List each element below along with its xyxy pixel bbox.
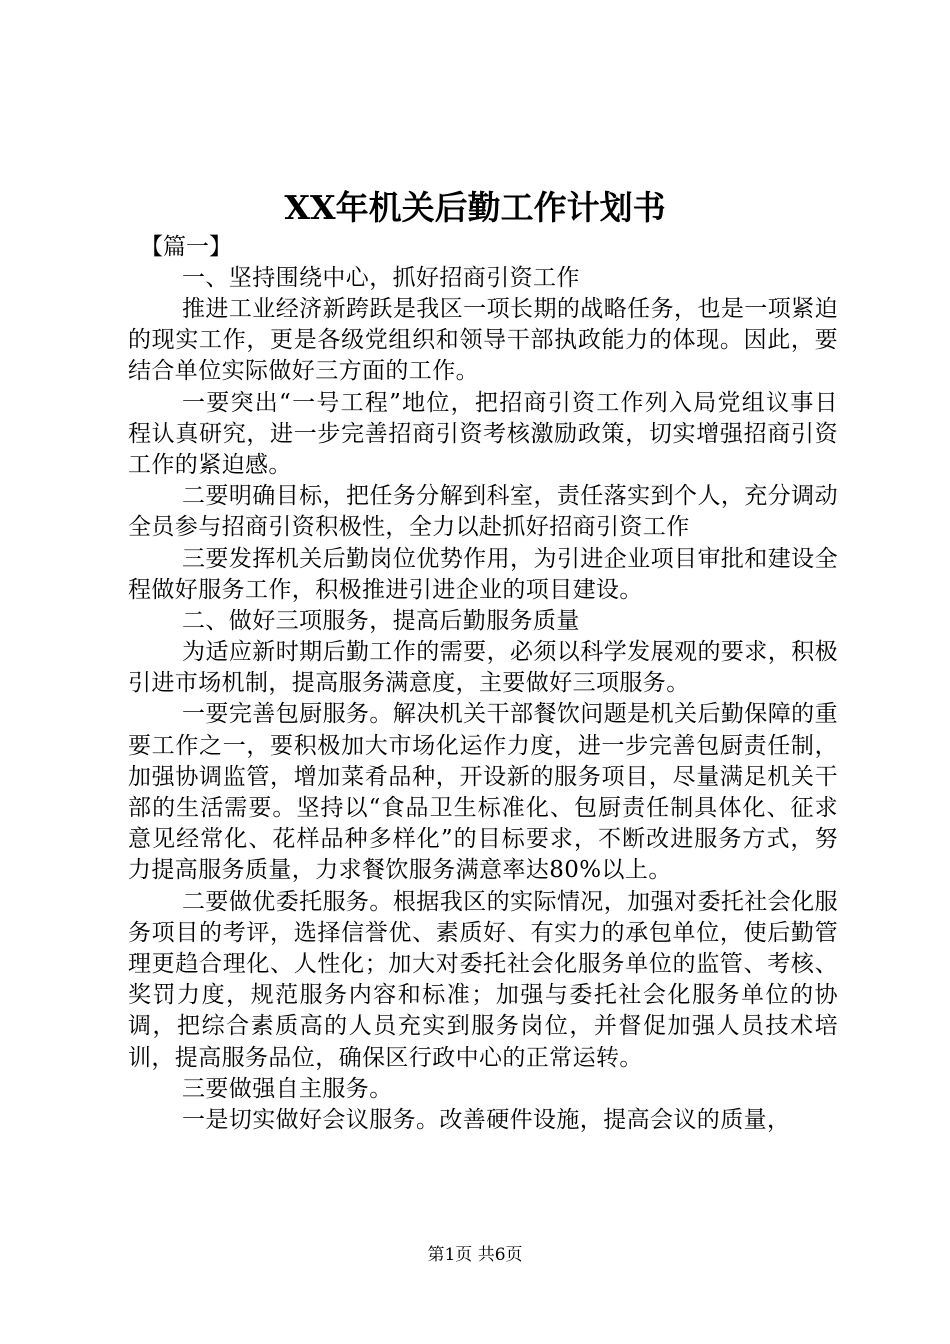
paragraph-9: 一是切实做好会议服务。改善硬件设施，提高会议的质量，: [182, 1107, 791, 1134]
paragraph-2: 一要突出“一号工程”地位，把招商引资工作列入局党组议事日程认真研究，进一步完善招商引资考核激励政策，切实增强招商引资工作的紧迫感。: [128, 389, 838, 479]
paragraph-7: 二要做优委托服务。根据我区的实际情况，加强对委托社会化服务项目的考评，选择信誉优、素质好、有实力的承包单位，使后勤管理更趋合理化、人性化；加大对委托社会化服务单位的监管、考核、奖罚力度，规范服务内容和标准；加强与委托社会化服务单位的协调，把综合素质高的人员充实到服务岗位，并督促加强人员技术培训，提高服务品位，确保区行政中心的正常运转。: [128, 888, 838, 1071]
document-body: [128, 232, 838, 1136]
section-heading-1: 一、坚持围绕中心，抓好招商引资工作: [182, 265, 580, 291]
paragraph-5: 为适应新时期后勤工作的需要，必须以科学发展观的要求，积极引进市场机制，提高服务满意度，主要做好三项服务。: [128, 639, 838, 697]
section-heading-2: 二、做好三项服务，提高后勤服务质量: [182, 608, 580, 635]
section-tag: 【篇一】: [140, 234, 232, 260]
page-footer: 第1页 共6页: [427, 1245, 523, 1265]
paragraph-1: 推进工业经济新跨跃是我区一项长期的战略任务，也是一项紧迫的现实工作，更是各级党组织和领导干部执政能力的体现。因此，要结合单位实际做好三方面的工作。: [128, 296, 838, 385]
paragraph-4: 三要发挥机关后勤岗位优势作用，为引进企业项目审批和建设全程做好服务工作，积极推进引进企业的项目建设。: [128, 545, 838, 603]
document-title: XX年机关后勤工作计划书: [284, 188, 666, 227]
paragraph-6: 一要完善包厨服务。解决机关干部餐饮问题是机关后勤保障的重要工作之一，要积极加大市场化运作力度，进一步完善包厨责任制，加强协调监管，增加菜肴品种，开设新的服务项目，尽量满足机关干部的生活需要。坚持以“食品卫生标准化、包厨责任制具体化、征求意见经常化、花样品种多样化”的目标要求，不断改进服务方式，努力提高服务质量，力求餐饮服务满意率达80%以上。: [128, 701, 838, 884]
paragraph-3: 二要明确目标，把任务分解到科室，责任落实到个人，充分调动全员参与招商引资积极性，全力以赴抓好招商引资工作: [128, 483, 838, 541]
paragraph-8: 三要做强自主服务。: [182, 1075, 393, 1102]
